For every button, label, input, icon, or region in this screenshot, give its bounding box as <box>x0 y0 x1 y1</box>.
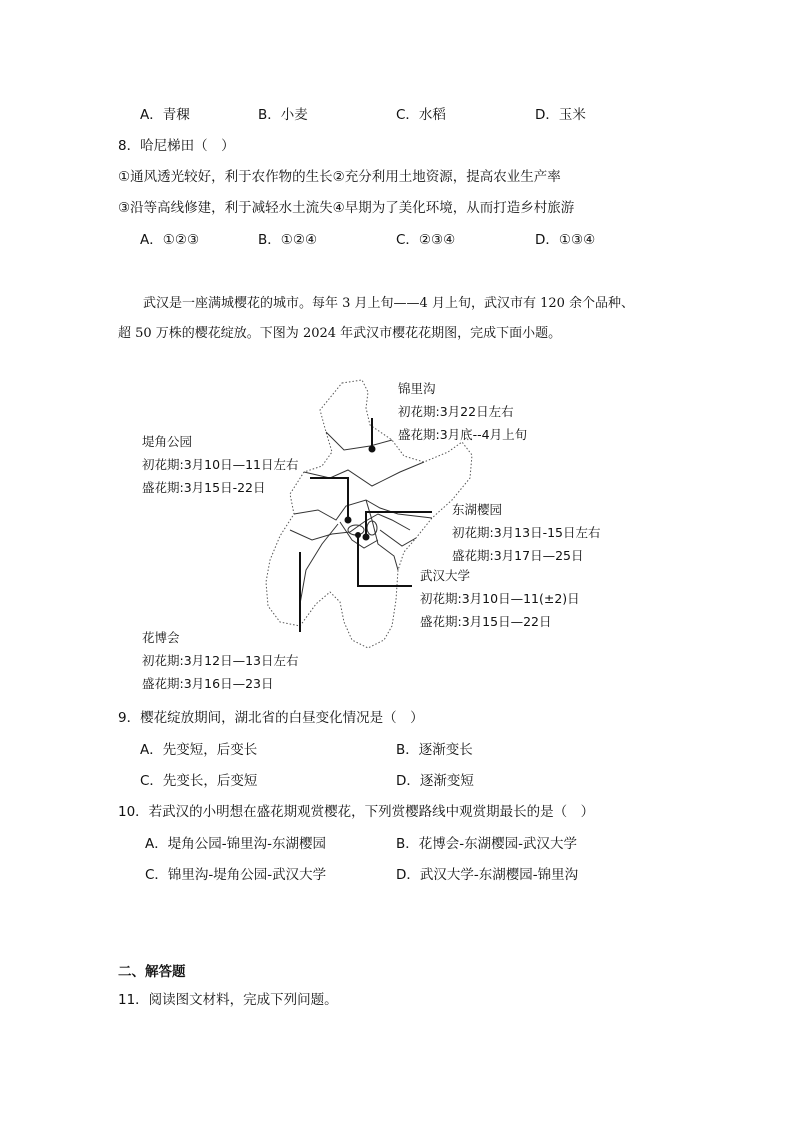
leader-line-whu <box>358 535 412 586</box>
site-peak-bloom: 盛花期:3月16日—23日 <box>142 676 274 691</box>
q8-option-b: B．①②④ <box>258 232 318 248</box>
q9-option-d: D．逐渐变短 <box>396 773 474 789</box>
site-peak-bloom: 盛花期:3月17日—25日 <box>452 548 584 563</box>
district-line <box>300 524 338 604</box>
q10-option-d: D．武汉大学-东湖樱园-锦里沟 <box>396 867 579 883</box>
q9-option-b: B．逐渐变长 <box>396 742 473 758</box>
marker-dijiao <box>345 517 352 524</box>
q7-option-b: B．小麦 <box>258 107 308 123</box>
site-name: 锦里沟 <box>398 381 436 396</box>
q8-stem: 8．哈尼梯田（ ） <box>118 138 235 154</box>
q9-option-c: C．先变长，后变短 <box>140 773 258 789</box>
marker-donghu <box>363 534 370 541</box>
site-donghu-garden <box>452 498 601 567</box>
site-wuhan-university <box>420 564 580 633</box>
site-name: 堤角公园 <box>142 434 193 449</box>
site-first-bloom: 初花期:3月22日左右 <box>398 404 514 419</box>
q9-stem: 9．樱花绽放期间，湖北省的白昼变化情况是（ ） <box>118 710 424 726</box>
site-name: 东湖樱园 <box>452 502 503 517</box>
q7-option-d: D．玉米 <box>535 107 586 123</box>
site-peak-bloom: 盛花期:3月底--4月上旬 <box>398 427 528 442</box>
q8-option-d: D．①③④ <box>535 232 596 248</box>
site-first-bloom: 初花期:3月10日—11(±2)日 <box>420 591 580 606</box>
q7-option-a: A．青稞 <box>140 107 190 123</box>
site-jinligou <box>398 377 527 446</box>
site-name: 花博会 <box>142 630 180 645</box>
section-heading: 二、解答题 <box>118 964 186 980</box>
leader-line-dijiao <box>310 478 348 520</box>
passage-line-1: 武汉是一座满城樱花的城市。每年 3 月上旬——4 月上旬，武汉市有 120 余个品种、 <box>143 296 635 311</box>
site-peak-bloom: 盛花期:3月15日—22日 <box>420 614 552 629</box>
q10-option-a: A．堤角公园-锦里沟-东湖樱园 <box>145 836 326 852</box>
site-first-bloom: 初花期:3月12日—13日左右 <box>142 653 299 668</box>
q8-option-a: A．①②③ <box>140 232 200 248</box>
district-line <box>294 500 432 520</box>
site-name: 武汉大学 <box>420 568 471 583</box>
q10-option-b: B．花博会-东湖樱园-武汉大学 <box>396 836 578 852</box>
lake <box>367 521 377 535</box>
site-peak-bloom: 盛花期:3月15日-22日 <box>142 480 266 495</box>
site-dijiao-park <box>142 430 298 499</box>
q9-option-a: A．先变短，后变长 <box>140 742 258 758</box>
marker-jinligou <box>369 446 376 453</box>
q10-stem: 10．若武汉的小明想在盛花期观赏樱花，下列赏樱路线中观赏期最长的是（ ） <box>118 804 595 820</box>
q10-option-c: C．锦里沟-堤角公园-武汉大学 <box>145 867 327 883</box>
district-line <box>304 462 424 486</box>
q7-option-c: C．水稻 <box>396 107 446 123</box>
q11-stem: 11．阅读图文材料，完成下列问题。 <box>118 992 338 1008</box>
district-line <box>380 530 416 546</box>
site-huabohui <box>142 626 298 695</box>
marker-whu <box>355 532 361 538</box>
district-line <box>326 432 392 450</box>
site-first-bloom: 初花期:3月13日-15日左右 <box>452 525 601 540</box>
q8-statement-2: ③沿等高线修建，利于减轻水土流失④早期为了美化环境，从而打造乡村旅游 <box>118 200 575 216</box>
q8-statement-1: ①通风透光较好，利于农作物的生长②充分利用土地资源，提高农业生产率 <box>118 169 561 185</box>
passage-line-2: 超 50 万株的樱花绽放。下图为 2024 年武汉市樱花花期图，完成下面小题。 <box>118 326 562 341</box>
q8-option-c: C．②③④ <box>396 232 456 248</box>
site-first-bloom: 初花期:3月10日—11日左右 <box>142 457 299 472</box>
